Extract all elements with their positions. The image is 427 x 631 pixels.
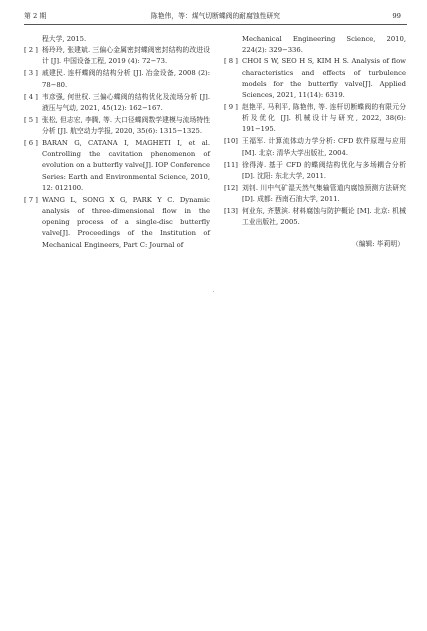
running-header — [24, 10, 407, 25]
reference-number: [ 2 ] — [24, 46, 38, 55]
reference-item — [224, 160, 406, 182]
reference-number: [ 5 ] — [24, 115, 38, 124]
left-column — [24, 34, 210, 252]
reference-number: [ 9 ] — [224, 103, 238, 112]
reference-item — [224, 206, 406, 228]
reference-number: [ 4 ] — [24, 92, 38, 101]
reference-text: BARAN G, CATANA I, MAGHETI I, et al. Controlling the cavitation phenomenon of evolution on a butterfly valve[J]. IOP Conference Series: Earth and Environmental Science, 2010, 12: 012100. — [42, 139, 210, 192]
reference-text: 何业东, 齐慧滨. 材料腐蚀与防护概论 [M]. 北京: 机械工业出版社, 2005. — [242, 207, 406, 227]
reference-number: [13] — [224, 207, 238, 216]
reference-number: [10] — [224, 137, 238, 146]
reference-text: 赵艳平, 马利平, 陈艳伟, 等. 连杆切断蝶阀的有限元分析及优化 [J]. 机械设计与研究, 2022, 38(6): 191−195. — [242, 103, 406, 134]
reference-item — [24, 68, 210, 90]
reference-number: [11] — [224, 160, 238, 169]
reference-number: [ 8 ] — [224, 57, 238, 66]
reference-item — [24, 115, 210, 137]
reference-item — [24, 92, 210, 114]
reference-number: [ 3 ] — [24, 69, 38, 78]
reference-item — [224, 183, 406, 205]
reference-item — [24, 195, 210, 251]
reference-text: 刘钊. 川中气矿湿天然气集输管道内腐蚀预测方法研究 [D]. 成都: 西南石油大学, 2011. — [242, 183, 406, 204]
reference-item — [224, 102, 406, 136]
reference-text: WANG L, SONG X G, PARK Y C. Dynamic analysis of three-dimensional flow in the opening process of a single-disc butterfly valve[J]. Proceedings of the Institution of Mechanical Engineers, Part C: Journal of — [42, 195, 210, 249]
editor-credit: （编辑: 毕莉明） — [351, 240, 404, 249]
issue-number: 第 2 期 — [24, 12, 47, 20]
right-column — [224, 34, 406, 251]
reference-text: 张松, 但志宏, 李腾, 等. 大口径蝶阀数学建模与流场特性分析 [J]. 航空动力学报, 2020, 35(6): 1315−1325. — [42, 115, 210, 136]
reference-number: [ 6 ] — [24, 139, 38, 148]
page-number: 99 — [392, 12, 401, 20]
reference-text: 徐得涛. 基于 CFD 的蝶阀结构优化与多场耦合分析 [D]. 沈阳: 东北大学, 2011. — [242, 160, 406, 180]
reference-text: 戚建民. 连杆蝶阀的结构分析 [J]. 冶金设备, 2008 (2): 78−80. — [42, 69, 210, 89]
reference-continuation: Mechanical Engineering Science, 2010, 224(2): 329−336. — [242, 35, 406, 55]
reference-item — [24, 45, 210, 67]
reference-text: 王福军. 计算流体动力学分析: CFD 软件原理与应用 [M]. 北京: 清华大学出版社, 2004. — [242, 137, 406, 157]
running-title: 陈艳伟，等：煤气切断蝶阀的耐腐蚀性研究 — [150, 12, 281, 20]
center-speck — [213, 291, 214, 292]
reference-item — [24, 138, 210, 194]
reference-number: [12] — [224, 183, 238, 192]
reference-text: CHOI S W, SEO H S, KIM H S. Analysis of flow characteristics and effects of turbulence models for the butterfly valve[J]. Applied Sciences, 2021, 11(14): 6319. — [242, 57, 406, 100]
reference-item — [224, 56, 406, 101]
reference-number: [ 7 ] — [24, 195, 38, 204]
reference-continuation: 程大学, 2015. — [42, 35, 87, 43]
reference-text: 杨玲玲, 张建斌. 三偏心金属密封蝶阀密封结构的改进设计 [J]. 中国设备工程, 2019 (4): 72−73. — [42, 46, 210, 66]
reference-text: 韦彦强, 何世权. 三偏心蝶阀的结构优化及流场分析 [J]. 液压与气动, 2021, 45(12): 162−167. — [42, 92, 210, 112]
reference-item — [224, 136, 406, 158]
